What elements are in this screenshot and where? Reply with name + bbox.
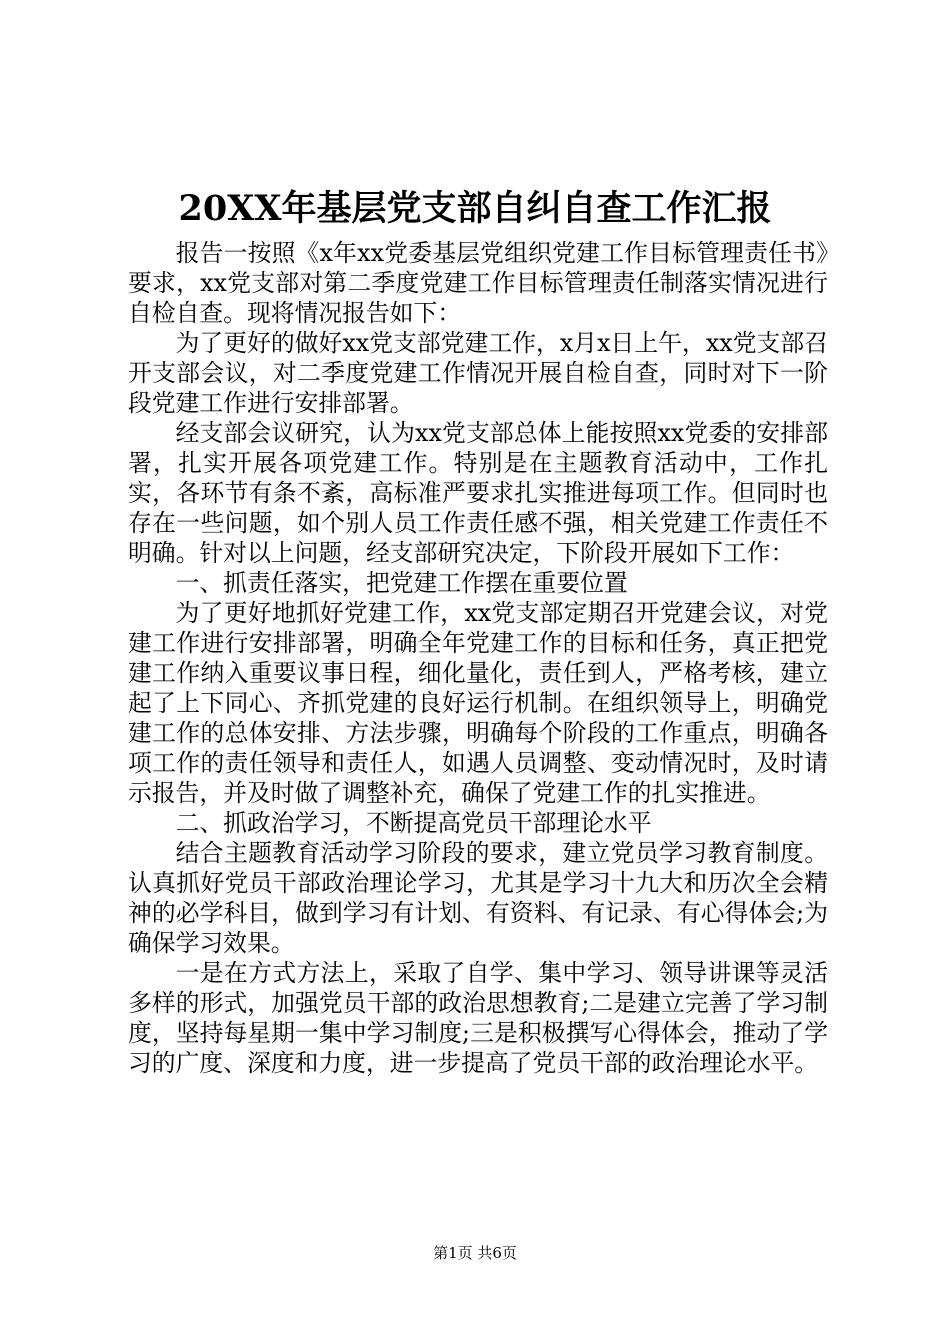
section-heading-responsibility: 一、抓责任落实，把党建工作摆在重要位置 (175, 569, 628, 597)
document-body (128, 238, 828, 1078)
paragraph-intro: 报告一按照《x年xx党委基层党组织党建工作目标管理责任书》要求，xx党支部对第二季度党建工作目标管理责任制落实情况进行自检自查。现将情况报告如下： (128, 239, 828, 327)
paragraph-study: 结合主题教育活动学习阶段的要求，建立党员学习教育制度。认真抓好党员干部政治理论学习，尤其是学习十九大和历次全会精神的必学科目，做到学习有计划、有资料、有记录、有心得体会;为确保学习效果。 (128, 839, 828, 957)
paragraph-meeting: 为了更好的做好xx党支部党建工作，x月x日上午，xx党支部召开支部会议，对二季度党建工作情况开展自检自查，同时对下一阶段党建工作进行安排部署。 (128, 329, 828, 417)
paragraph-methods: 一是在方式方法上，采取了自学、集中学习、领导讲课等灵活多样的形式，加强党员干部的政治思想教育;二是建立完善了学习制度，坚持每星期一集中学习制度;三是积极撰写心得体会，推动了学习的广度、深度和力度，进一步提高了党员干部的政治理论水平。 (128, 959, 828, 1077)
page-number-footer: 第1页 共6页 (433, 1244, 517, 1262)
paragraph-findings: 经支部会议研究，认为xx党支部总体上能按照xx党委的安排部署，扎实开展各项党建工作。特别是在主题教育活动中，工作扎实，各环节有条不紊，高标准严要求扎实推进每项工作。但同时也存在一些问题，如个别人员工作责任感不强，相关党建工作责任不明确。针对以上问题，经支部研究决定，下阶段开展如下工作： (128, 419, 828, 567)
paragraph-responsibility: 为了更好地抓好党建工作，xx党支部定期召开党建会议，对党建工作进行安排部署，明确全年党建工作的目标和任务，真正把党建工作纳入重要议事日程，细化量化，责任到人，严格考核，建立起了上下同心、齐抓党建的良好运行机制。在组织领导上，明确党建工作的总体安排、方法步骤，明确每个阶段的工作重点，明确各项工作的责任领导和责任人，如遇人员调整、变动情况时，及时请示报告，并及时做了调整补充，确保了党建工作的扎实推进。 (128, 599, 828, 807)
section-heading-study: 二、抓政治学习，不断提高党员干部理论水平 (175, 809, 652, 837)
document-title: 20XX年基层党支部自纠自查工作汇报 (178, 188, 772, 229)
